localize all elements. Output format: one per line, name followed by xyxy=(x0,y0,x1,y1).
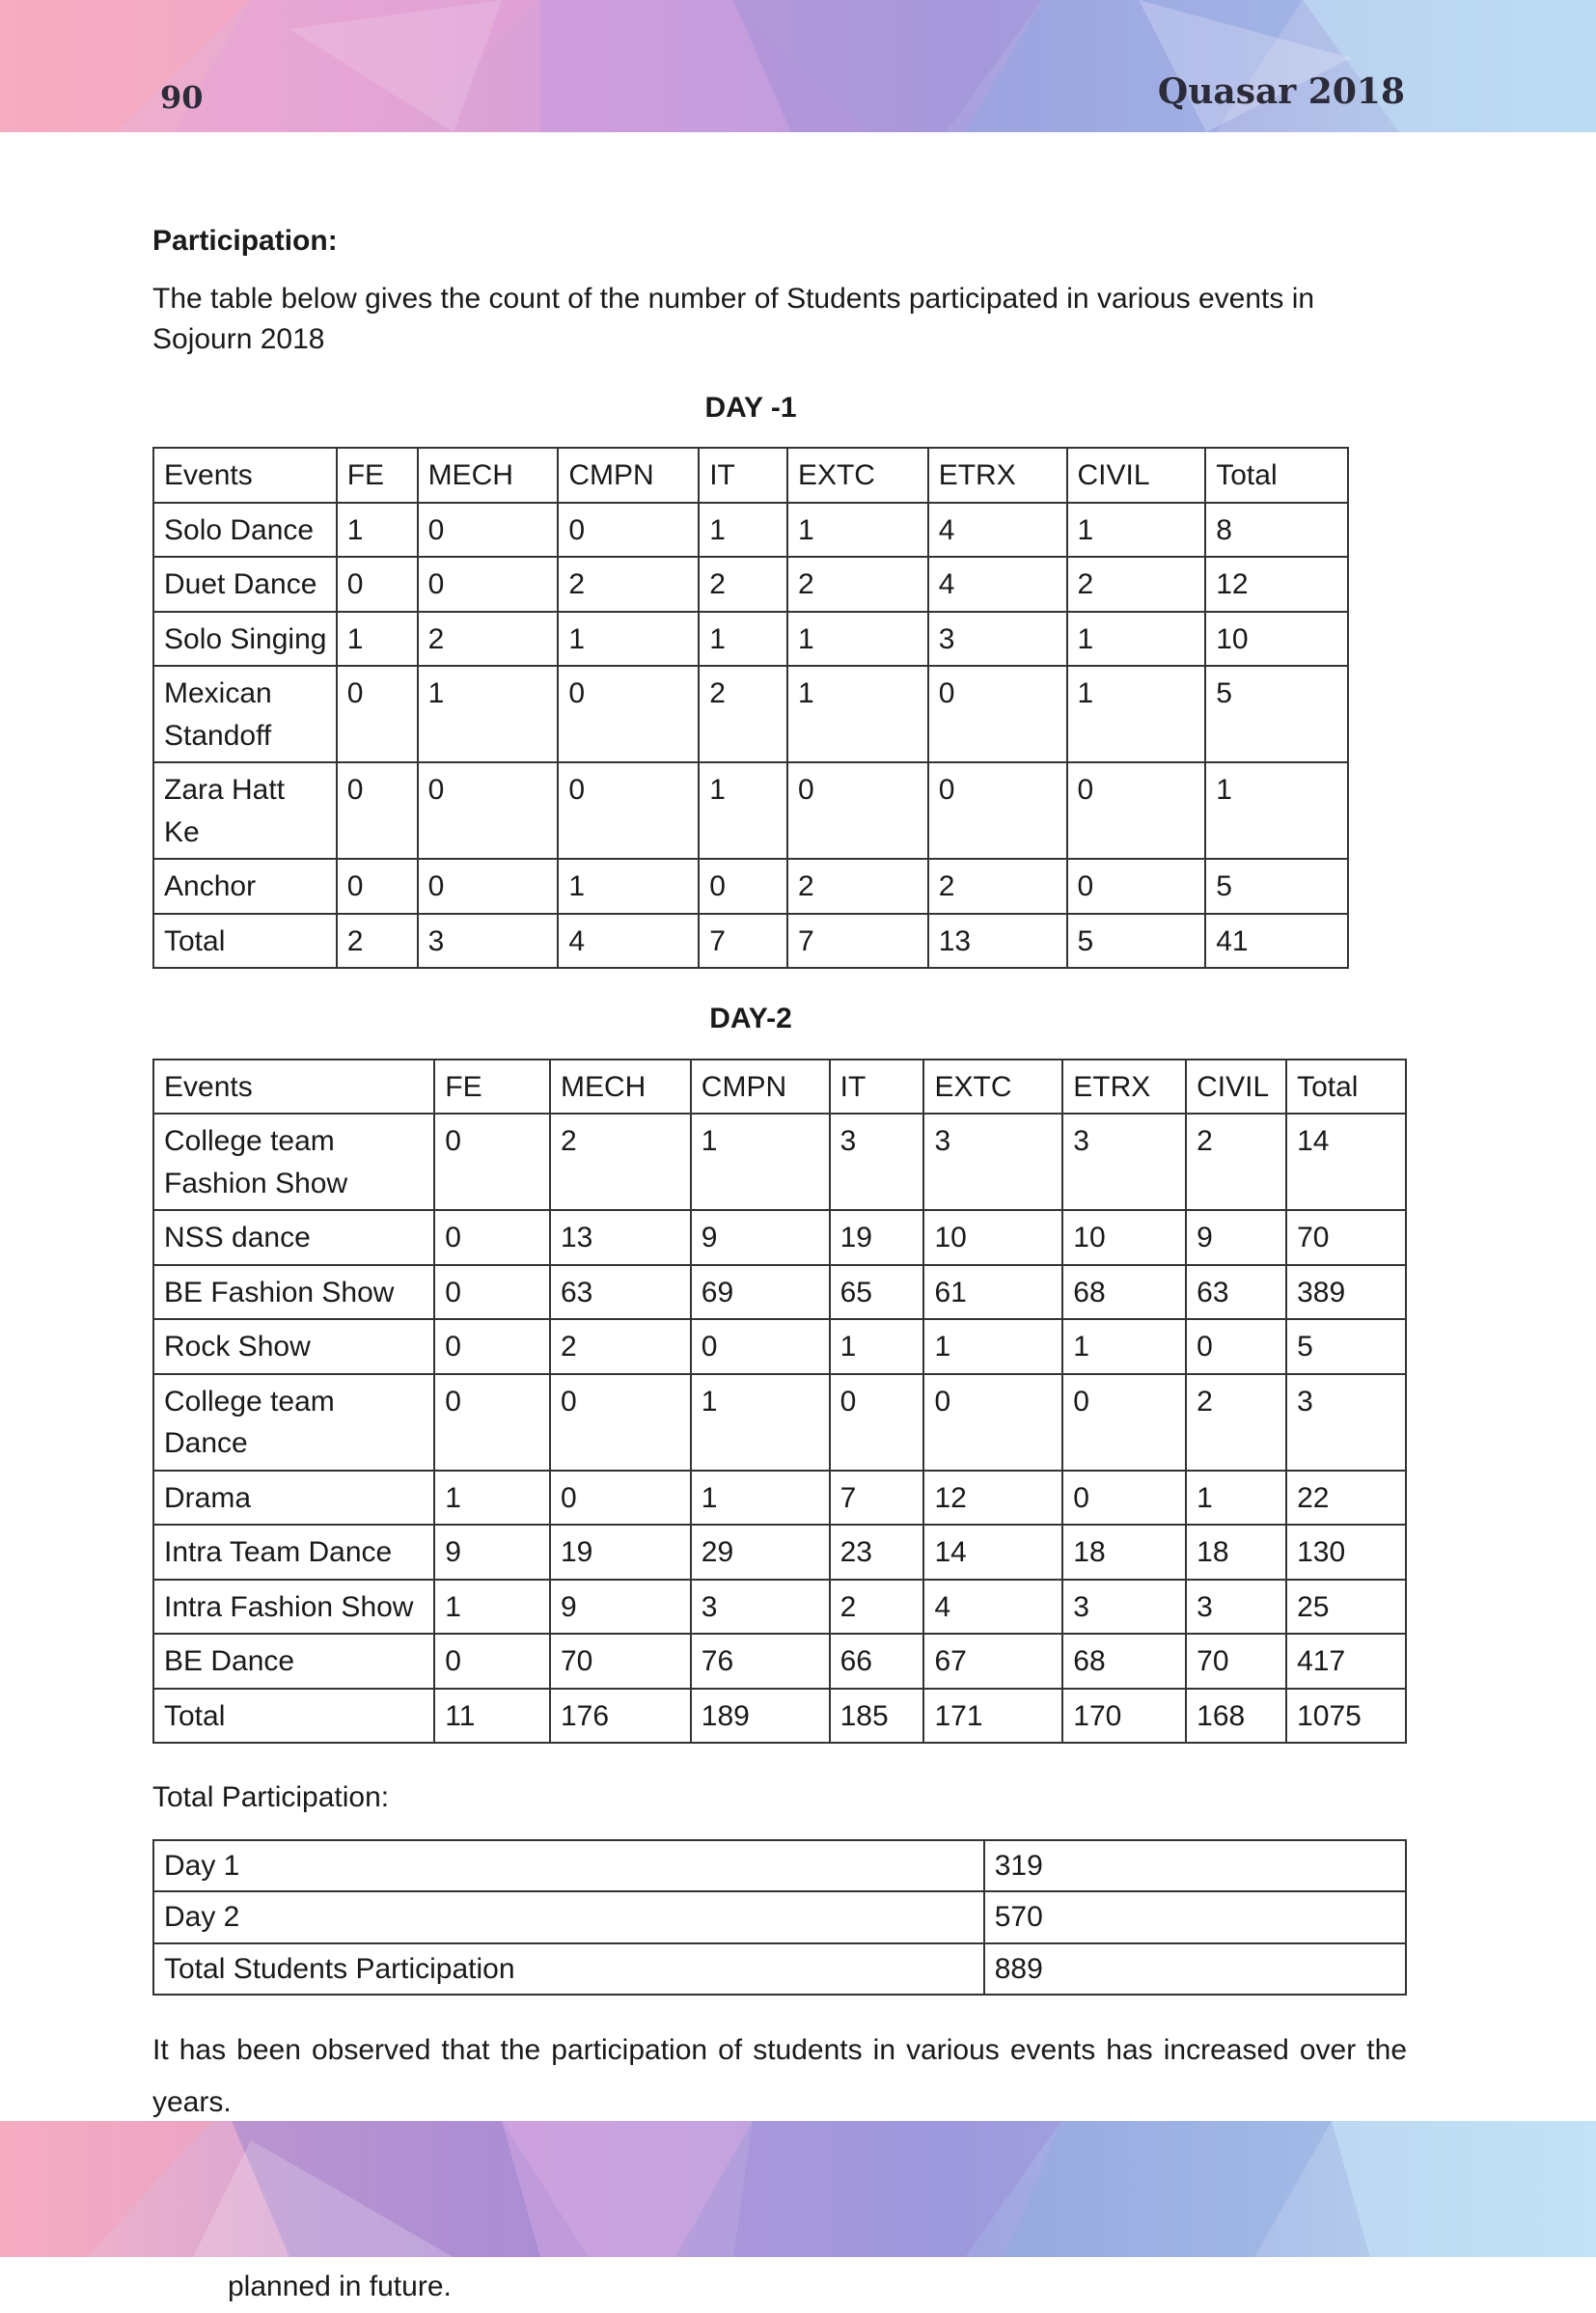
table-header-row xyxy=(153,1060,1406,1115)
future-plan-text: planned in future. xyxy=(228,2270,452,2302)
page-number: 90 xyxy=(160,79,204,116)
table-cell: 1 xyxy=(1067,666,1206,762)
table-cell: NSS dance xyxy=(153,1210,434,1265)
column-header: MECH xyxy=(550,1060,691,1115)
footer-banner-art xyxy=(0,2121,1596,2257)
table-cell: 0 xyxy=(337,859,418,914)
table-cell: 7 xyxy=(699,914,787,969)
column-header: IT xyxy=(699,448,787,503)
table-cell: 0 xyxy=(923,1374,1062,1471)
table-cell: Solo Dance xyxy=(153,503,337,558)
intro-paragraph: The table below gives the count of the number of Students participated in various events in Sojourn 2018 xyxy=(152,282,1315,355)
table-cell: 3 xyxy=(923,1114,1062,1210)
table-cell: 9 xyxy=(1186,1210,1286,1265)
footer-banner xyxy=(0,2121,1596,2257)
table-cell: 1 xyxy=(1186,1471,1286,1526)
table-row xyxy=(153,1374,1406,1471)
table-cell: 10 xyxy=(1205,612,1348,667)
table-cell: 171 xyxy=(923,1689,1062,1744)
table-cell: 18 xyxy=(1186,1525,1286,1580)
table-cell: 4 xyxy=(928,503,1067,558)
table-row xyxy=(153,1471,1406,1526)
table-cell: 69 xyxy=(691,1265,830,1320)
table-cell: Total xyxy=(153,1689,434,1744)
table-cell: Intra Team Dance xyxy=(153,1525,434,1580)
table-cell: 1 xyxy=(699,503,787,558)
table-cell: 3 xyxy=(691,1580,830,1635)
table-cell: 3 xyxy=(928,612,1067,667)
table-cell: 1 xyxy=(558,612,699,667)
table-cell: 0 xyxy=(699,859,787,914)
table-cell: Day 1 xyxy=(153,1840,984,1892)
table-cell: 5 xyxy=(1205,666,1348,762)
table-cell: 0 xyxy=(1067,859,1206,914)
table-cell: 2 xyxy=(550,1114,691,1210)
column-header: CMPN xyxy=(691,1060,830,1115)
table-cell: 9 xyxy=(434,1525,550,1580)
table-cell: 4 xyxy=(923,1580,1062,1635)
table-cell: Solo Singing xyxy=(153,612,337,667)
table-cell: 0 xyxy=(558,762,699,859)
table-cell: Drama xyxy=(153,1471,434,1526)
table-cell: 3 xyxy=(1286,1374,1406,1471)
running-title: Quasar 2018 xyxy=(1157,71,1405,112)
table-cell: 2 xyxy=(337,914,418,969)
table-cell: 889 xyxy=(984,1943,1406,1996)
header-banner-art xyxy=(0,0,1596,132)
table-cell: 1 xyxy=(830,1319,924,1374)
table-row xyxy=(153,859,1348,914)
table-cell: College team Fashion Show xyxy=(153,1114,434,1210)
observation-paragraph: It has been observed that the participation of students in various events has increased over the years. xyxy=(152,2034,1407,2118)
table-cell: 0 xyxy=(418,762,559,859)
table-cell: 29 xyxy=(691,1525,830,1580)
table-cell: 1 xyxy=(787,612,928,667)
column-header: ETRX xyxy=(1062,1060,1186,1115)
table-cell: 0 xyxy=(558,503,699,558)
column-header: Events xyxy=(153,448,337,503)
table-cell: Anchor xyxy=(153,859,337,914)
header-banner xyxy=(0,0,1596,132)
table-cell: 10 xyxy=(923,1210,1062,1265)
table-cell: 5 xyxy=(1067,914,1206,969)
table-row xyxy=(153,503,1348,558)
column-header: MECH xyxy=(418,448,559,503)
column-header: FE xyxy=(337,448,418,503)
table-cell: Mexican Standoff xyxy=(153,666,337,762)
table-cell: 14 xyxy=(1286,1114,1406,1210)
table-row xyxy=(153,914,1348,969)
table-cell: 2 xyxy=(830,1580,924,1635)
column-header: IT xyxy=(830,1060,924,1115)
table-cell: 13 xyxy=(928,914,1067,969)
table-cell: 13 xyxy=(550,1210,691,1265)
column-header: Total xyxy=(1286,1060,1406,1115)
table-cell: 0 xyxy=(434,1114,550,1210)
table-cell: 2 xyxy=(1186,1374,1286,1471)
table-cell: 66 xyxy=(830,1634,924,1689)
table-cell: 0 xyxy=(787,762,928,859)
table-cell: 4 xyxy=(928,557,1067,612)
table-row xyxy=(153,762,1348,859)
column-header: EXTC xyxy=(923,1060,1062,1115)
table-cell: Intra Fashion Show xyxy=(153,1580,434,1635)
table-cell: 3 xyxy=(830,1114,924,1210)
table-cell: 130 xyxy=(1286,1525,1406,1580)
table-cell: Total Students Participation xyxy=(153,1943,984,1996)
table-cell: 65 xyxy=(830,1265,924,1320)
table-cell: 0 xyxy=(434,1634,550,1689)
table-cell: 1 xyxy=(558,859,699,914)
table-cell: 2 xyxy=(1067,557,1206,612)
table-cell: 0 xyxy=(1067,762,1206,859)
column-header: CIVIL xyxy=(1186,1060,1286,1115)
table-cell: 10 xyxy=(1062,1210,1186,1265)
table-row xyxy=(153,1891,1406,1943)
table-cell: 1 xyxy=(337,612,418,667)
table-cell: Day 2 xyxy=(153,1891,984,1943)
table-row xyxy=(153,1210,1406,1265)
day2-table-body xyxy=(153,1060,1406,1744)
table-cell: 1 xyxy=(1205,762,1348,859)
column-header: Events xyxy=(153,1060,434,1115)
table-cell: 70 xyxy=(1286,1210,1406,1265)
table-cell: 0 xyxy=(418,859,559,914)
table-cell: 2 xyxy=(558,557,699,612)
table-cell: 5 xyxy=(1205,859,1348,914)
table-cell: 7 xyxy=(787,914,928,969)
table-cell: 1 xyxy=(337,503,418,558)
table-cell: 1 xyxy=(691,1114,830,1210)
table-row xyxy=(153,1689,1406,1744)
table-cell: 1 xyxy=(699,762,787,859)
table-row xyxy=(153,1265,1406,1320)
table-cell: 3 xyxy=(1062,1580,1186,1635)
table-cell: 1 xyxy=(787,503,928,558)
table-cell: 1 xyxy=(1067,612,1206,667)
table-cell: 5 xyxy=(1286,1319,1406,1374)
table-cell: 189 xyxy=(691,1689,830,1744)
total-participation-body xyxy=(153,1840,1406,1996)
table-cell: 3 xyxy=(1062,1114,1186,1210)
table-cell: 0 xyxy=(434,1265,550,1320)
table-cell: 63 xyxy=(1186,1265,1286,1320)
total-participation-table xyxy=(152,1839,1407,1996)
table-cell: 11 xyxy=(434,1689,550,1744)
table-cell: 0 xyxy=(830,1374,924,1471)
table-cell: Total xyxy=(153,914,337,969)
table-cell: 0 xyxy=(1186,1319,1286,1374)
table-cell: 2 xyxy=(787,859,928,914)
column-header: EXTC xyxy=(787,448,928,503)
table-cell: 1 xyxy=(1062,1319,1186,1374)
table-cell: 63 xyxy=(550,1265,691,1320)
table-cell: 2 xyxy=(550,1319,691,1374)
table-cell: 1 xyxy=(434,1471,550,1526)
table-row xyxy=(153,1114,1406,1210)
column-header: CMPN xyxy=(558,448,699,503)
table-cell: 19 xyxy=(550,1525,691,1580)
table-cell: 0 xyxy=(1062,1471,1186,1526)
section-heading: Participation: xyxy=(152,225,338,257)
table-cell: 170 xyxy=(1062,1689,1186,1744)
table-row xyxy=(153,1943,1406,1996)
table-cell: 2 xyxy=(699,666,787,762)
table-cell: 67 xyxy=(923,1634,1062,1689)
table-cell: 0 xyxy=(691,1319,830,1374)
table-cell: BE Dance xyxy=(153,1634,434,1689)
total-participation-label: Total Participation: xyxy=(152,1781,390,1813)
table-cell: 0 xyxy=(418,503,559,558)
table-row xyxy=(153,612,1348,667)
table-row xyxy=(153,557,1348,612)
table-cell: 18 xyxy=(1062,1525,1186,1580)
table-cell: 0 xyxy=(1062,1374,1186,1471)
table-cell: 389 xyxy=(1286,1265,1406,1320)
table-cell: 14 xyxy=(923,1525,1062,1580)
table-cell: 0 xyxy=(558,666,699,762)
table-cell: 0 xyxy=(418,557,559,612)
table-row xyxy=(153,1634,1406,1689)
table-cell: 19 xyxy=(830,1210,924,1265)
table-cell: BE Fashion Show xyxy=(153,1265,434,1320)
table-cell: 2 xyxy=(928,859,1067,914)
table-cell: 0 xyxy=(337,666,418,762)
table-cell: 2 xyxy=(787,557,928,612)
table-cell: 0 xyxy=(434,1319,550,1374)
table-cell: 8 xyxy=(1205,503,1348,558)
table-cell: 1 xyxy=(1067,503,1206,558)
table-cell: 319 xyxy=(984,1840,1406,1892)
table-cell: 0 xyxy=(337,762,418,859)
table-cell: 70 xyxy=(550,1634,691,1689)
table-cell: 3 xyxy=(1186,1580,1286,1635)
table-cell: Rock Show xyxy=(153,1319,434,1374)
table-cell: 7 xyxy=(830,1471,924,1526)
table-row xyxy=(153,1319,1406,1374)
table-cell: 9 xyxy=(691,1210,830,1265)
table-cell: 70 xyxy=(1186,1634,1286,1689)
table-cell: 570 xyxy=(984,1891,1406,1943)
table-cell: 1 xyxy=(691,1374,830,1471)
table-cell: 1 xyxy=(787,666,928,762)
table-cell: 12 xyxy=(923,1471,1062,1526)
page-content xyxy=(152,222,1407,2313)
column-header: CIVIL xyxy=(1067,448,1206,503)
table-cell: 68 xyxy=(1062,1265,1186,1320)
table-cell: 2 xyxy=(699,557,787,612)
table-cell: College team Dance xyxy=(153,1374,434,1471)
column-header: Total xyxy=(1205,448,1348,503)
table-cell: 1 xyxy=(434,1580,550,1635)
day2-table xyxy=(152,1059,1407,1745)
table-cell: 3 xyxy=(418,914,559,969)
day1-title: DAY -1 xyxy=(704,391,797,424)
table-cell: 68 xyxy=(1062,1634,1186,1689)
table-cell: 1 xyxy=(699,612,787,667)
table-cell: 168 xyxy=(1186,1689,1286,1744)
table-cell: 61 xyxy=(923,1265,1062,1320)
day1-table xyxy=(152,447,1349,969)
table-cell: Duet Dance xyxy=(153,557,337,612)
table-cell: 176 xyxy=(550,1689,691,1744)
table-row xyxy=(153,1525,1406,1580)
table-cell: 0 xyxy=(434,1210,550,1265)
table-cell: 185 xyxy=(830,1689,924,1744)
table-cell: 0 xyxy=(434,1374,550,1471)
table-cell: 417 xyxy=(1286,1634,1406,1689)
column-header: FE xyxy=(434,1060,550,1115)
table-row xyxy=(153,1580,1406,1635)
table-cell: 0 xyxy=(337,557,418,612)
table-cell: 2 xyxy=(1186,1114,1286,1210)
table-cell: 0 xyxy=(928,666,1067,762)
table-cell: 25 xyxy=(1286,1580,1406,1635)
day1-table-body xyxy=(153,448,1348,968)
table-row xyxy=(153,666,1348,762)
table-cell: 4 xyxy=(558,914,699,969)
table-cell: 1 xyxy=(691,1471,830,1526)
table-cell: 9 xyxy=(550,1580,691,1635)
table-cell: 1 xyxy=(418,666,559,762)
table-cell: 12 xyxy=(1205,557,1348,612)
table-cell: 0 xyxy=(550,1374,691,1471)
table-cell: 41 xyxy=(1205,914,1348,969)
table-cell: 1 xyxy=(923,1319,1062,1374)
table-row xyxy=(153,1840,1406,1892)
table-cell: 2 xyxy=(418,612,559,667)
table-cell: 1075 xyxy=(1286,1689,1406,1744)
table-cell: 76 xyxy=(691,1634,830,1689)
table-cell: 22 xyxy=(1286,1471,1406,1526)
table-header-row xyxy=(153,448,1348,503)
table-cell: 23 xyxy=(830,1525,924,1580)
table-cell: 0 xyxy=(550,1471,691,1526)
column-header: ETRX xyxy=(928,448,1067,503)
day2-title: DAY-2 xyxy=(709,1003,792,1034)
table-cell: Zara Hatt Ke xyxy=(153,762,337,859)
table-cell: 0 xyxy=(928,762,1067,859)
